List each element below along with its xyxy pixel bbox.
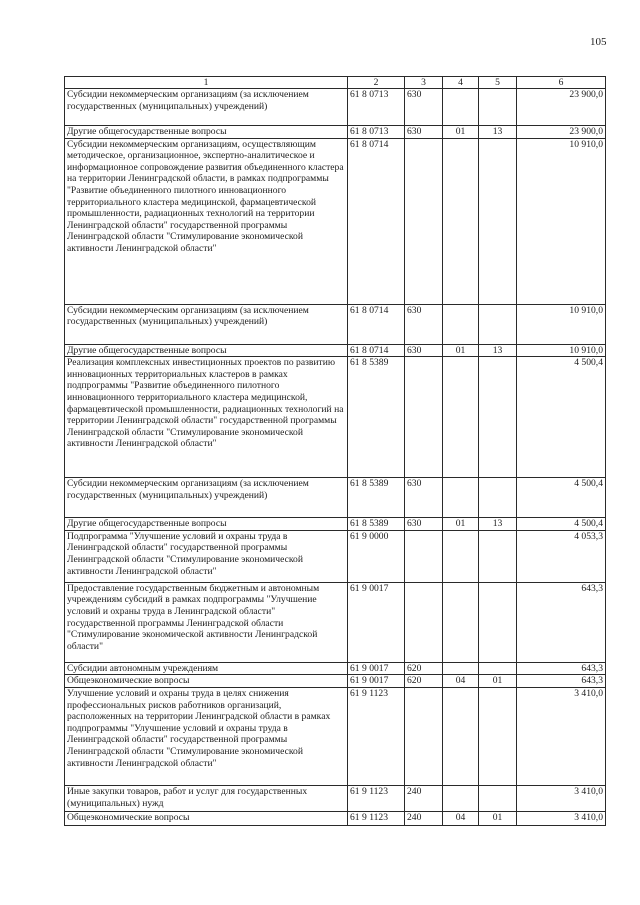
row-expense-type: 630 [405, 344, 443, 357]
header-col-6: 6 [517, 77, 606, 89]
row-code: 61 9 0017 [348, 662, 405, 675]
row-code: 61 8 0713 [348, 89, 405, 126]
row-name: Другие общегосударственные вопросы [65, 344, 348, 357]
table-row [65, 687, 606, 785]
row-name: Иные закупки товаров, работ и услуг для государственных (муниципальных) нужд [65, 785, 348, 811]
table-row [65, 518, 606, 531]
row-amount: 23 900,0 [517, 126, 606, 139]
header-col-3: 3 [405, 77, 443, 89]
table-row [65, 126, 606, 139]
row-amount: 10 910,0 [517, 304, 606, 344]
row-subsection [479, 687, 517, 785]
row-amount: 643,3 [517, 675, 606, 688]
row-section: 01 [443, 344, 479, 357]
row-code: 61 9 1123 [348, 811, 405, 825]
header-row [65, 77, 606, 89]
table-row [65, 582, 606, 662]
row-code: 61 8 5389 [348, 357, 405, 478]
row-expense-type: 620 [405, 675, 443, 688]
row-expense-type: 630 [405, 518, 443, 531]
row-subsection [479, 304, 517, 344]
row-code: 61 9 1123 [348, 687, 405, 785]
row-section [443, 138, 479, 304]
row-expense-type: 630 [405, 89, 443, 126]
row-amount: 3 410,0 [517, 785, 606, 811]
row-expense-type: 630 [405, 304, 443, 344]
row-amount: 4 500,4 [517, 518, 606, 531]
row-name: Субсидии некоммерческим организациям (за исключением государственных (муниципальных) учреждений) [65, 89, 348, 126]
row-subsection [479, 357, 517, 478]
header-col-4: 4 [443, 77, 479, 89]
row-expense-type [405, 357, 443, 478]
table-row [65, 530, 606, 582]
row-section [443, 304, 479, 344]
row-name: Предоставление государственным бюджетным и автономным учреждениям субсидий в рамках подпрограммы "Улучшение условий и охраны труда в Ленинградской области" государственной программы Ленинградской области "Стимулирование экономической активности Ленинградской области" [65, 582, 348, 662]
row-code: 61 8 0713 [348, 126, 405, 139]
row-name: Субсидии автономным учреждениям [65, 662, 348, 675]
row-section: 04 [443, 675, 479, 688]
row-code: 61 8 0714 [348, 304, 405, 344]
header-col-2: 2 [348, 77, 405, 89]
row-code: 61 9 0017 [348, 582, 405, 662]
row-amount: 4 053,3 [517, 530, 606, 582]
header-col-5: 5 [479, 77, 517, 89]
row-subsection [479, 89, 517, 126]
budget-table [64, 76, 606, 826]
row-expense-type: 620 [405, 662, 443, 675]
row-section [443, 530, 479, 582]
row-amount: 10 910,0 [517, 138, 606, 304]
row-section [443, 687, 479, 785]
table-row [65, 662, 606, 675]
table-row [65, 478, 606, 518]
row-amount: 4 500,4 [517, 357, 606, 478]
row-code: 61 8 5389 [348, 518, 405, 531]
row-expense-type [405, 582, 443, 662]
row-name: Другие общегосударственные вопросы [65, 126, 348, 139]
row-expense-type [405, 687, 443, 785]
row-subsection: 01 [479, 675, 517, 688]
row-subsection [479, 582, 517, 662]
row-subsection: 01 [479, 811, 517, 825]
table-row [65, 138, 606, 304]
row-expense-type [405, 530, 443, 582]
row-subsection [479, 530, 517, 582]
row-amount: 643,3 [517, 582, 606, 662]
row-section [443, 357, 479, 478]
row-code: 61 8 0714 [348, 138, 405, 304]
row-name: Субсидии некоммерческим организациям (за исключением государственных (муниципальных) учреждений) [65, 478, 348, 518]
row-expense-type: 630 [405, 126, 443, 139]
row-code: 61 9 0017 [348, 675, 405, 688]
page-number: 105 [590, 36, 607, 48]
table-row [65, 344, 606, 357]
row-section: 01 [443, 518, 479, 531]
row-name: Общеэкономические вопросы [65, 811, 348, 825]
table-row [65, 811, 606, 825]
row-section: 04 [443, 811, 479, 825]
row-amount: 23 900,0 [517, 89, 606, 126]
row-name: Общеэкономические вопросы [65, 675, 348, 688]
table-row [65, 785, 606, 811]
row-expense-type: 630 [405, 478, 443, 518]
row-section [443, 785, 479, 811]
row-section: 01 [443, 126, 479, 139]
row-subsection [479, 138, 517, 304]
row-code: 61 8 5389 [348, 478, 405, 518]
row-amount: 643,3 [517, 662, 606, 675]
row-section [443, 582, 479, 662]
row-name: Реализация комплексных инвестиционных проектов по развитию инновационных территориальных кластеров в рамках подпрограммы "Развитие объединенного пилотного инновационного территориального кластера медицинской, фармацевтической промышленности, радиационных технологий на территории Ленинградской области" государственной программы Ленинградской области "Стимулирование экономической активности Ленинградской области" [65, 357, 348, 478]
table-row [65, 89, 606, 126]
row-subsection: 13 [479, 518, 517, 531]
row-subsection [479, 478, 517, 518]
row-amount: 10 910,0 [517, 344, 606, 357]
row-amount: 3 410,0 [517, 687, 606, 785]
row-code: 61 9 0000 [348, 530, 405, 582]
row-name: Подпрограмма "Улучшение условий и охраны труда в Ленинградской области" государственной программы Ленинградской области "Стимулирование экономической активности Ленинградской области" [65, 530, 348, 582]
table-row [65, 304, 606, 344]
row-code: 61 9 1123 [348, 785, 405, 811]
row-section [443, 662, 479, 675]
row-amount: 3 410,0 [517, 811, 606, 825]
row-subsection: 13 [479, 126, 517, 139]
row-name: Другие общегосударственные вопросы [65, 518, 348, 531]
row-name: Субсидии некоммерческим организациям, осуществляющим методическое, организационное, экспертно-аналитическое и информационное сопровождение развития объединенного кластера на территории Ленинградской области, в рамках подпрограммы "Развитие объединенного пилотного инновационного территориального кластера медицинской, фармацевтической промышленности, радиационных технологий на территории Ленинградской области" государственной программы Ленинградской области "Стимулирование экономической активности Ленинградской области" [65, 138, 348, 304]
row-subsection [479, 662, 517, 675]
row-section [443, 478, 479, 518]
row-subsection [479, 785, 517, 811]
table-row [65, 357, 606, 478]
header-col-1: 1 [65, 77, 348, 89]
row-name: Субсидии некоммерческим организациям (за исключением государственных (муниципальных) учреждений) [65, 304, 348, 344]
row-expense-type: 240 [405, 785, 443, 811]
row-name: Улучшение условий и охраны труда в целях снижения профессиональных рисков работников организаций, расположенных на территории Ленинградской области в рамках подпрограммы "Улучшение условий и охраны труда в Ленинградской области" государственной программы Ленинградской области "Стимулирование экономической активности Ленинградской области" [65, 687, 348, 785]
row-code: 61 8 0714 [348, 344, 405, 357]
row-expense-type [405, 138, 443, 304]
row-amount: 4 500,4 [517, 478, 606, 518]
row-expense-type: 240 [405, 811, 443, 825]
row-subsection: 13 [479, 344, 517, 357]
table-row [65, 675, 606, 688]
row-section [443, 89, 479, 126]
